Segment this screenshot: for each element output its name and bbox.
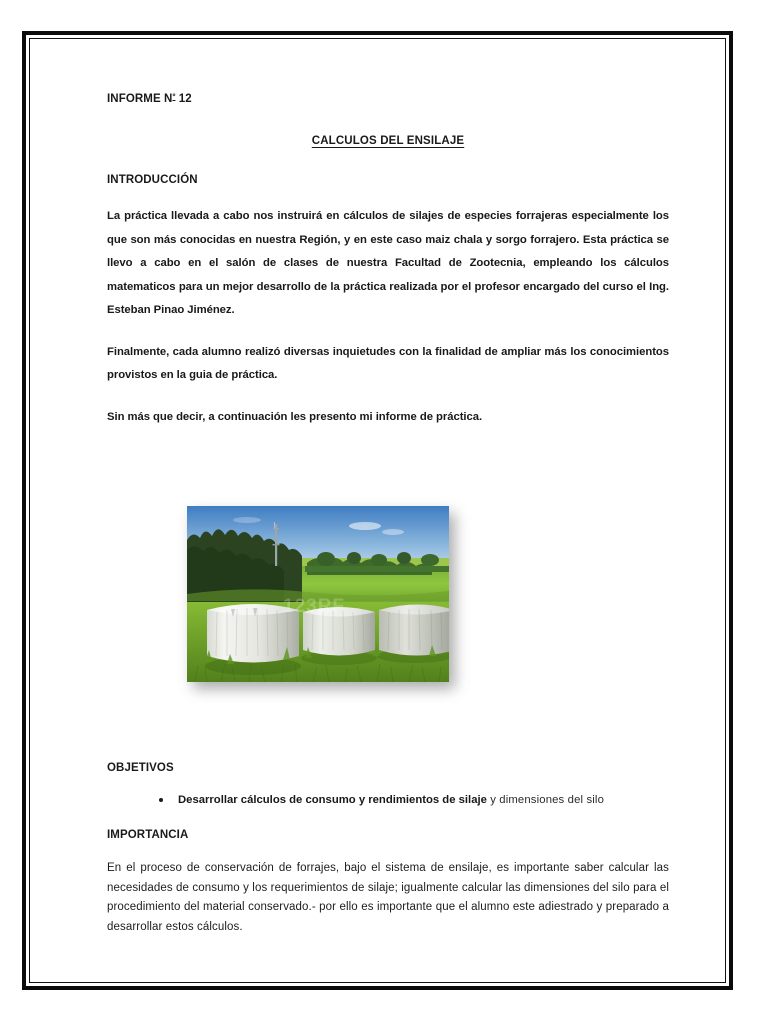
objetivos-list	[107, 792, 669, 808]
paragraph-importancia-1: En el proceso de conservación de forrajes, bajo el sistema de ensilaje, es importante saber calcular las necesidades de consumo y los requerimientos de silaje; igualmente calcular las dimensiones del silo para el procedimiento del material conservado.- por ello es importante que el alumno este adiestrado y preparado a desarrollar estos cálculos.	[107, 862, 669, 933]
report-number-label: INFORME N	[107, 93, 173, 105]
page-title: CALCULOS DEL ENSILAJE	[311, 135, 465, 147]
section-heading-introduccion: INTRODUCCIÓN	[107, 174, 198, 186]
ordinal-indicator: º	[172, 92, 176, 101]
list-item	[107, 792, 669, 808]
figure-silage-bales	[187, 506, 449, 682]
paragraph-intro-1: La práctica llevada a cabo nos instruirá en cálculos de silajes de especies forrajeras especialmente los que son más conocidas en nuestra Región, y en este caso maiz chala y sorgo forrajero. Esta práctica se llevo a cabo en el salón de clases de nuestra Facultad de Zootecnia, empleando los cálculos matematicos para un mejor desarrollo de la práctica realizada por el profesor encargado del curso el Ing. Esteban Pinao Jiménez.	[107, 210, 669, 316]
document-title-container	[107, 131, 669, 149]
bullet-point-icon	[159, 798, 163, 802]
bullet-text-primary: Desarrollar cálculos de consumo y rendimientos de silaje	[178, 794, 487, 806]
report-number-line	[107, 90, 669, 106]
page-border	[22, 31, 733, 990]
paragraph-intro-2: Finalmente, cada alumno realizó diversas inquietudes con la finalidad de ampliar más los conocimientos provistos en la guia de práctica.	[107, 345, 669, 381]
section-heading-objetivos: OBJETIVOS	[107, 762, 174, 774]
bullet-text-secondary: y dimensiones del silo	[486, 794, 605, 806]
report-number-value: 12	[175, 93, 192, 105]
document-content-lower	[107, 761, 669, 937]
paragraph-intro-3: Sin más que decir, a continuación les presento mi informe de práctica.	[107, 410, 483, 423]
figure-image	[187, 506, 449, 682]
section-heading-importancia: IMPORTANCIA	[107, 829, 189, 841]
figure-watermark: 123RF	[283, 596, 346, 617]
document-content	[107, 90, 669, 429]
